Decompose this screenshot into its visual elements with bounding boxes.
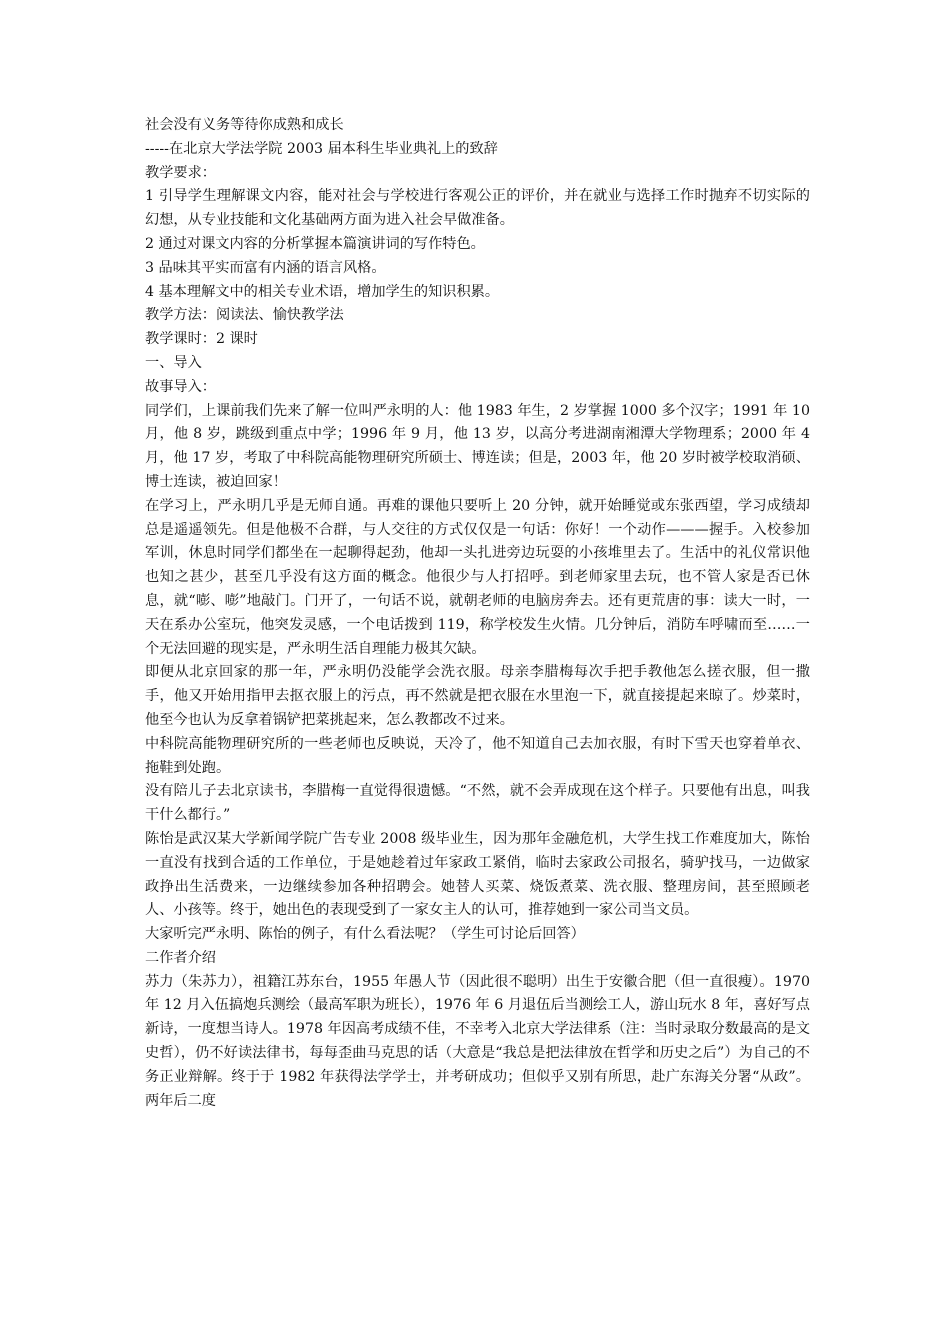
requirement-item: 2 通过对课文内容的分析掌握本篇演讲词的写作特色。 <box>145 235 485 252</box>
document-title: 社会没有义务等待你成熟和成长 <box>145 117 344 133</box>
teaching-method: 教学方法：阅读法、愉快教学法 <box>145 307 344 324</box>
teaching-hours: 教学课时：2 课时 <box>145 331 258 348</box>
requirement-item: 3 品味其平实而富有内涵的语言风格。 <box>145 259 386 276</box>
document-body <box>145 114 810 1113</box>
requirement-item: 1 引导学生理解课文内容，能对社会与学校进行客观公正的评价，并在就业与选择工作时抛弃不切实际的幻想，从专业技能和文化基础两方面为进入社会早做准备。 <box>145 188 810 229</box>
document-subtitle: -----在北京大学法学院 2003 届本科生毕业典礼上的致辞 <box>145 140 498 157</box>
body-paragraph: 即便从北京回家的那一年，严永明仍没能学会洗衣服。母亲李腊梅每次手把手教他怎么搓衣服，但一撒手，他又开始用指甲去抠衣服上的污点，再不然就是把衣服在水里泡一下，就直接提起来晾了。炒菜时，他至今也认为反拿着锅铲把菜挑起来，怎么教都改不过来。 <box>145 664 810 728</box>
section-heading-intro: 一、导入 <box>145 354 202 371</box>
story-heading: 故事导入： <box>145 378 216 395</box>
requirements-heading: 教学要求： <box>145 164 216 181</box>
body-paragraph: 中科院高能物理研究所的一些老师也反映说，天冷了，他不知道自己去加衣服，有时下雪天也穿着单衣、拖鞋到处跑。 <box>145 735 810 776</box>
section-heading-author: 二作者介绍 <box>145 949 216 966</box>
author-paragraph: 苏力（朱苏力），祖籍江苏东台，1955 年愚人节（因此很不聪明）出生于安徽合肥（但一直很瘦）。1970 年 12 月入伍搞炮兵测绘（最高军职为班长），1976 年 6 月退伍后当测绘工人，游山玩水 8 年，喜好写点新诗，一度想当诗人。1978 年因高考成绩不佳，不幸考入北京大学法律系（注：当时录取分数最高的是文史哲），仍不好读法律书，每每歪曲马克思的话（大意是“我总是把法律放在哲学和历史之后”）为自己的不务正业辩解。终于于 1982 年获得法学学士，并考研成功；但似乎又别有所思，赴广东海关分署“从政”。两年后二度 <box>145 973 810 1109</box>
requirement-item: 4 基本理解文中的相关专业术语，增加学生的知识积累。 <box>145 283 500 300</box>
body-paragraph: 大家听完严永明、陈怡的例子，有什么看法呢？（学生可讨论后回答） <box>145 926 585 943</box>
body-paragraph: 没有陪儿子去北京读书，李腊梅一直觉得很遗憾。“不然，就不会弄成现在这个样子。只要他有出息，叫我干什么都行。” <box>145 783 810 824</box>
body-paragraph: 陈怡是武汉某大学新闻学院广告专业 2008 级毕业生，因为那年金融危机，大学生找工作难度加大，陈怡一直没有找到合适的工作单位，于是她趁着过年家政工紧俏，临时去家政公司报名，骑驴找马，一边做家政挣出生活费来，一边继续参加各种招聘会。她替人买菜、烧饭煮菜、洗衣服、整理房间，甚至照顾老人、小孩等。终于，她出色的表现受到了一家女主人的认可，推荐她到一家公司当文员。 <box>145 830 810 919</box>
body-paragraph: 同学们，上课前我们先来了解一位叫严永明的人：他 1983 年生，2 岁掌握 1000 多个汉字；1991 年 10 月，他 8 岁，跳级到重点中学；1996 年 9 月，他 13 岁，以高分考进湖南湘潭大学物理系；2000 年 4 月，他 17 岁，考取了中科院高能物理研究所硕士、博连读；但是，2003 年，他 20 岁时被学校取消硕、博士连读，被迫回家！ <box>145 402 810 490</box>
body-paragraph: 在学习上，严永明几乎是无师自通。再难的课他只要听上 20 分钟，就开始睡觉或东张西望，学习成绩却总是遥遥领先。但是他极不合群，与人交往的方式仅仅是一句话：你好！一个动作———握手。入校参加军训，休息时同学们都坐在一起聊得起劲，他却一头扎进旁边玩耍的小孩堆里去了。生活中的礼仪常识他也知之甚少，甚至几乎没有这方面的概念。他很少与人打招呼。到老师家里去玩，也不管人家是否已休息，就“嘭、嘭”地敲门。门开了，一句话不说，就朝老师的电脑房奔去。还有更荒唐的事：读大一时，一天在系办公室玩，他突发灵感，一个电话拨到 119，称学校发生火情。几分钟后，消防车呼啸而至……一个无法回避的现实是，严永明生活自理能力极其欠缺。 <box>145 497 810 657</box>
